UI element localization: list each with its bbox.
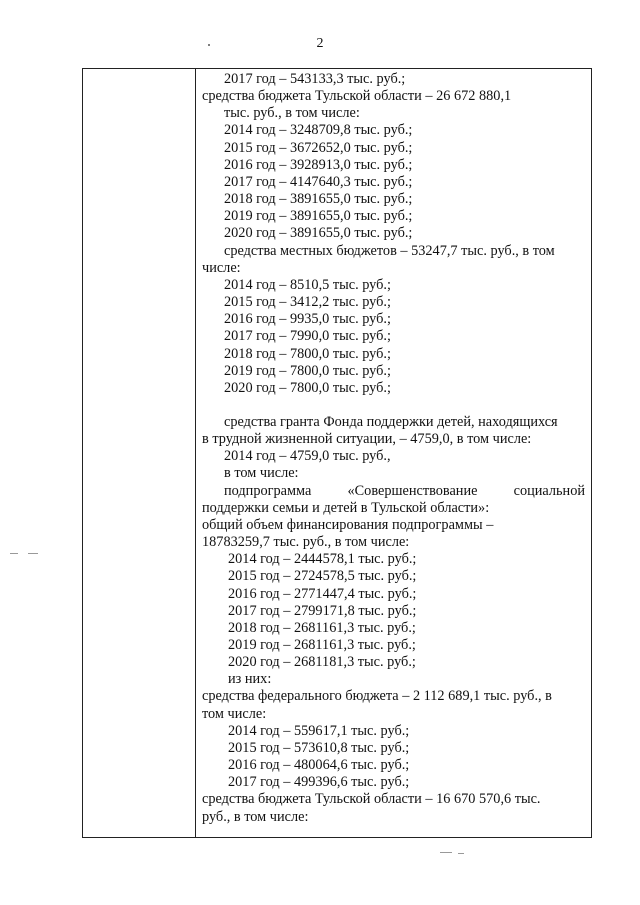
text-line: средства местных бюджетов – 53247,7 тыс. руб., в том (224, 242, 555, 259)
text-line: 2014 год – 3248709,8 тыс. руб.; (224, 122, 413, 139)
text-line: в том числе: (224, 465, 299, 482)
text-line: 2017 год – 499396,6 тыс. руб.; (228, 774, 410, 791)
text-line: 2018 год – 7800,0 тыс. руб.; (224, 345, 391, 362)
scan-mark (28, 553, 38, 554)
text-line: 2018 год – 3891655,0 тыс. руб.; (224, 191, 413, 208)
text-line: 2017 год – 4147640,3 тыс. руб.; (224, 173, 413, 190)
text-line: 2014 год – 4759,0 тыс. руб., (224, 448, 391, 465)
text-line: из них: (228, 671, 272, 688)
text-line: 18783259,7 тыс. руб., в том числе: (202, 534, 410, 551)
text-line: 2016 год – 3928913,0 тыс. руб.; (224, 156, 413, 173)
text-line: 2015 год – 3672652,0 тыс. руб.; (224, 139, 413, 156)
text-line: 2015 год – 3412,2 тыс. руб.; (224, 294, 391, 311)
text-line: подпрограмма «Совершенствование социальной (224, 482, 585, 499)
scan-mark (458, 853, 464, 854)
text-line: 2016 год – 9935,0 тыс. руб.; (224, 311, 391, 328)
text-line: в трудной жизненной ситуации, – 4759,0, в том числе: (202, 431, 532, 448)
text-line: 2014 год – 2444578,1 тыс. руб.; (228, 551, 417, 568)
text-line: том числе: (202, 705, 267, 722)
text-line: общий объем финансирования подпрограммы – (202, 516, 494, 533)
text-line: 2014 год – 559617,1 тыс. руб.; (228, 722, 410, 739)
text-line: 2019 год – 7800,0 тыс. руб.; (224, 362, 391, 379)
blank-line (202, 397, 585, 414)
text-line: руб., в том числе: (202, 808, 309, 825)
text-line: 2015 год – 2724578,5 тыс. руб.; (228, 568, 417, 585)
text-line: 2020 год – 3891655,0 тыс. руб.; (224, 225, 413, 242)
text-line: поддержки семьи и детей в Тульской области»: (202, 499, 490, 516)
scan-mark (440, 852, 452, 853)
text-line: 2017 год – 543133,3 тыс. руб.; (224, 71, 406, 87)
text-line: 2020 год – 2681181,3 тыс. руб.; (228, 654, 416, 671)
text-line: 2016 год – 2771447,4 тыс. руб.; (228, 585, 417, 602)
text-line: 2014 год – 8510,5 тыс. руб.; (224, 276, 391, 293)
text-line: 2019 год – 3891655,0 тыс. руб.; (224, 208, 413, 225)
text-line: 2015 год – 573610,8 тыс. руб.; (228, 739, 410, 756)
text-line: средства бюджета Тульской области – 26 672 880,1 (202, 88, 512, 105)
document-table (82, 68, 592, 838)
page-number: 2 (316, 36, 324, 51)
text-line: средства бюджета Тульской области – 16 670 570,6 тыс. (202, 791, 541, 808)
text-line: 2017 год – 2799171,8 тыс. руб.; (228, 602, 417, 619)
table-left-column (83, 69, 196, 837)
text-line: средства гранта Фонда поддержки детей, находящихся (224, 413, 558, 430)
text-line: 2018 год – 2681161,3 тыс. руб.; (228, 619, 416, 636)
text-line: средства федерального бюджета – 2 112 689,1 тыс. руб., в (202, 688, 552, 705)
text-line: числе: (202, 259, 241, 276)
text-line: 2019 год – 2681161,3 тыс. руб.; (228, 637, 416, 653)
scan-speck (208, 44, 210, 46)
text-line: 2016 год – 480064,6 тыс. руб.; (228, 757, 410, 774)
text-line: 2020 год – 7800,0 тыс. руб.; (224, 379, 391, 396)
text-line: 2017 год – 7990,0 тыс. руб.; (224, 328, 391, 345)
scan-mark (10, 553, 18, 554)
text-line: тыс. руб., в том числе: (224, 105, 360, 122)
table-right-column (196, 69, 591, 837)
